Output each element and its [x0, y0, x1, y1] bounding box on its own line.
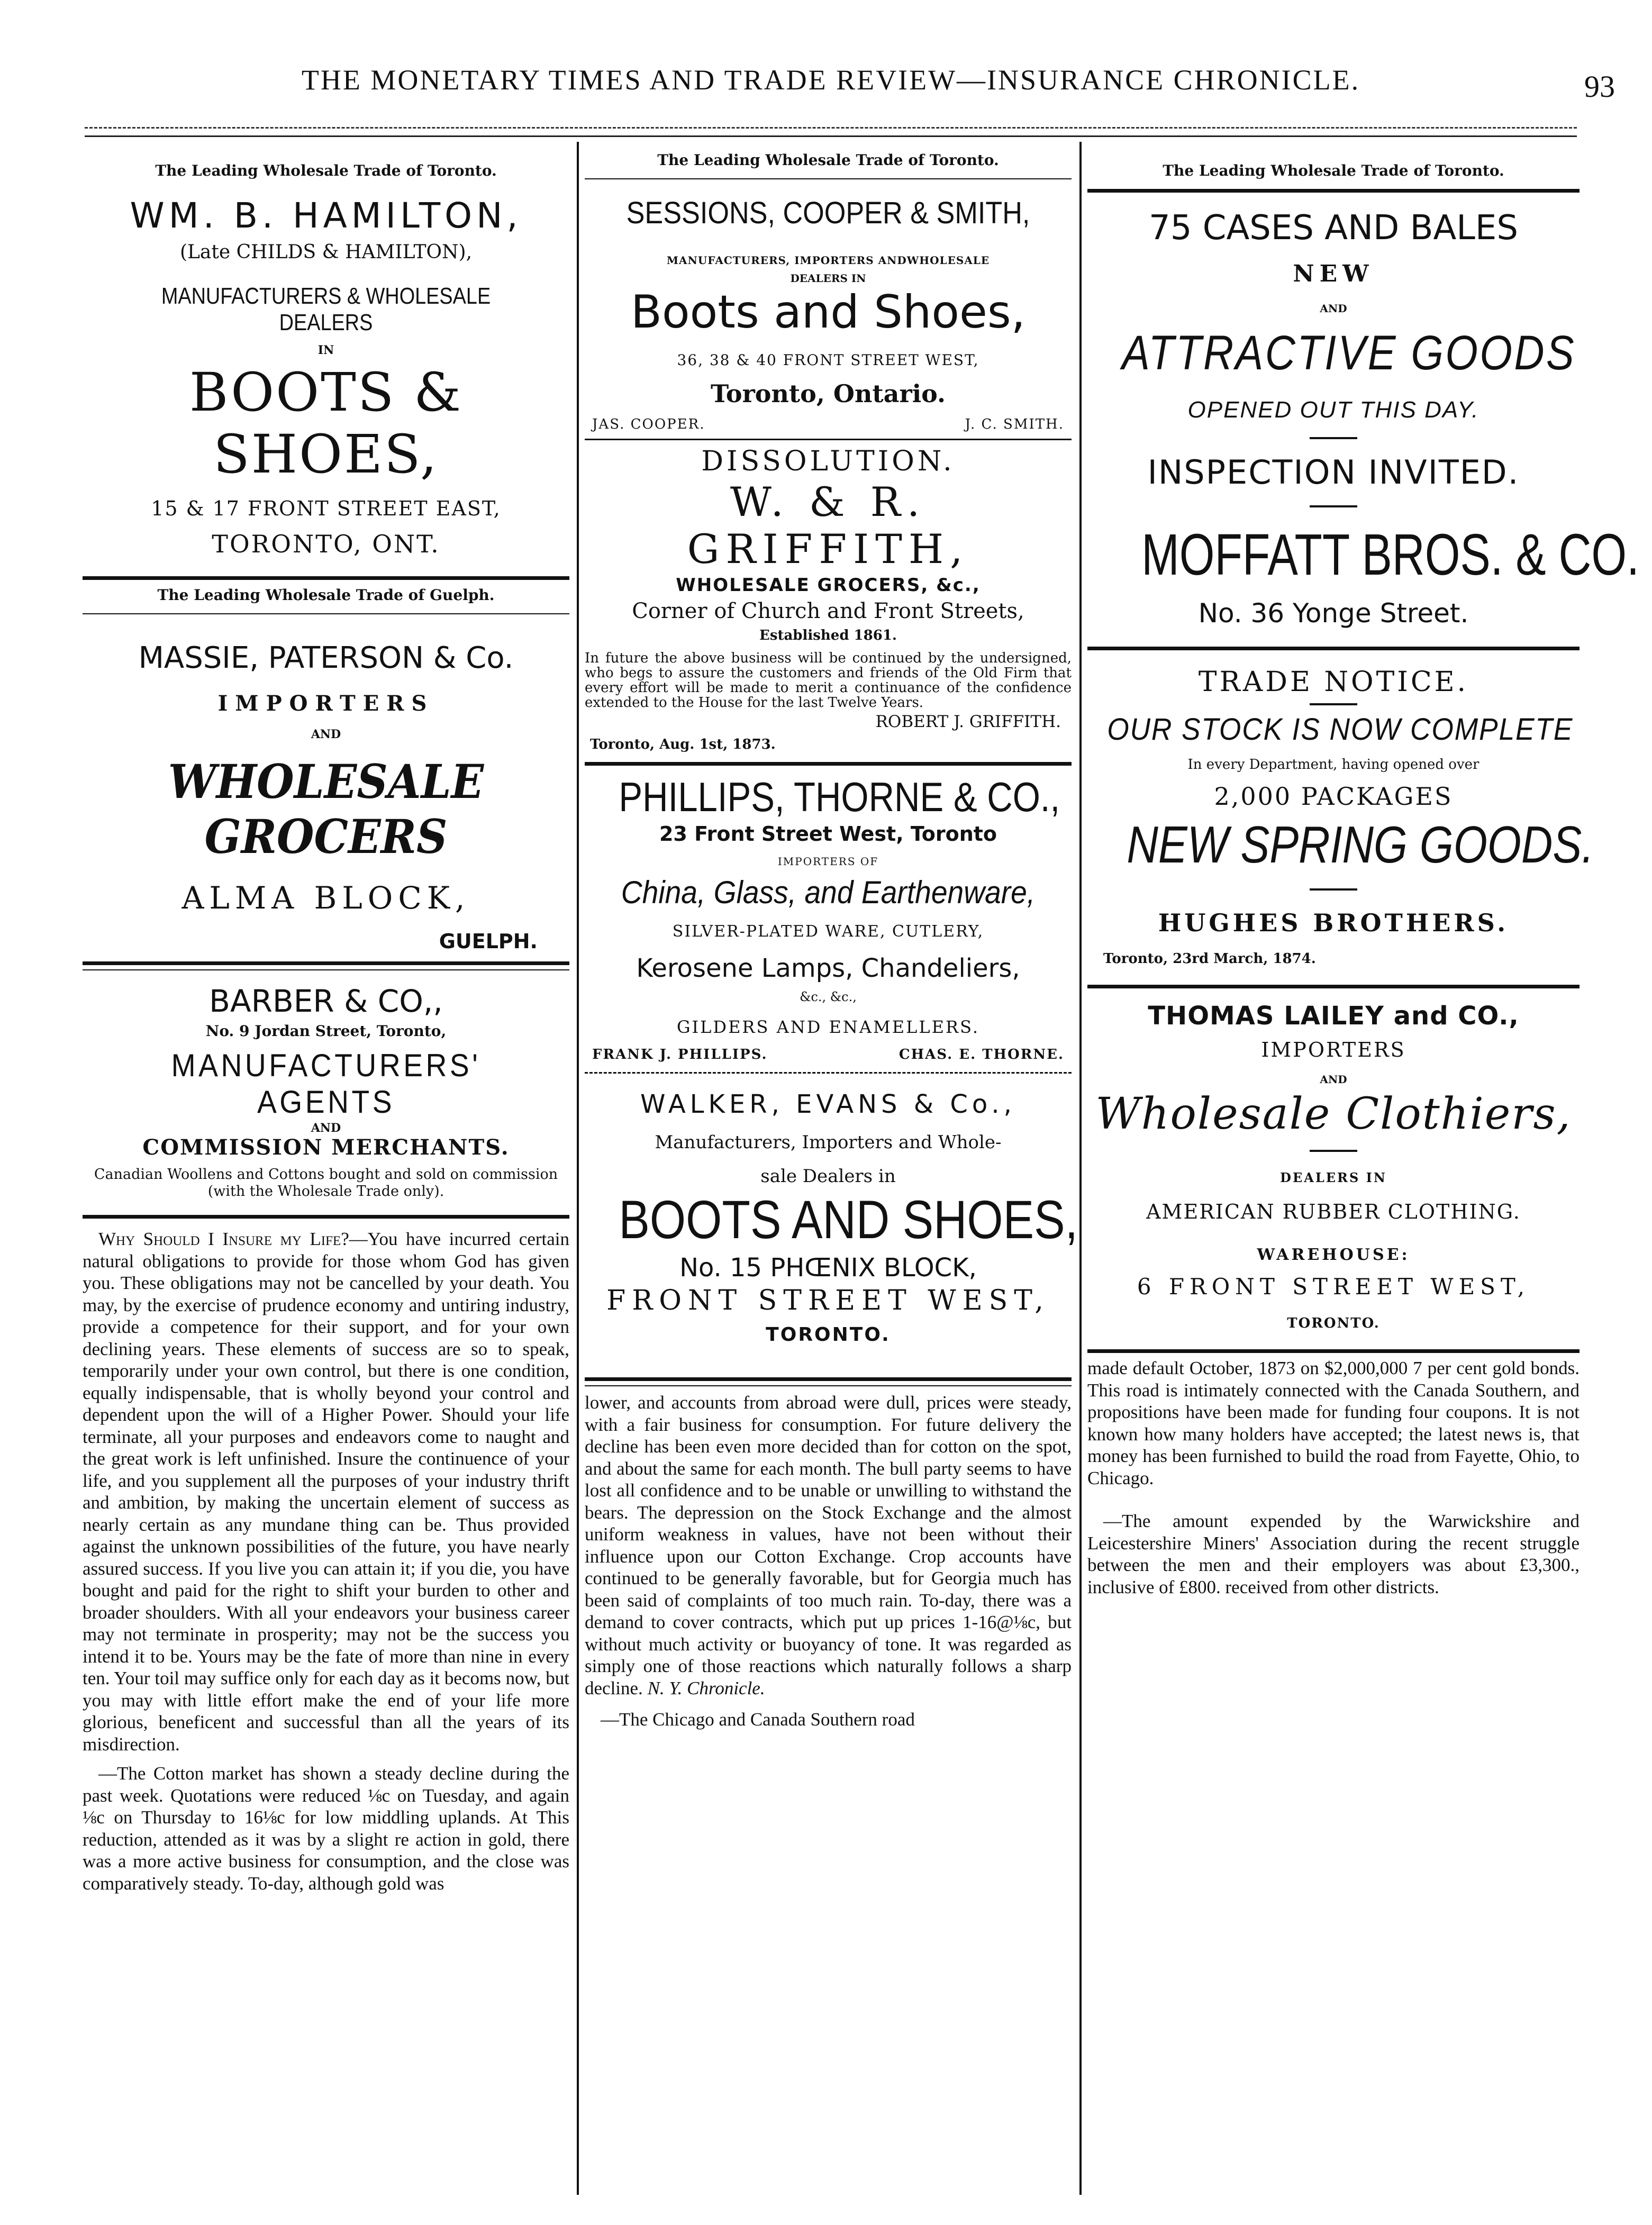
firm-city: TORONTO.: [1287, 1315, 1380, 1331]
page-number: 93: [1584, 69, 1615, 104]
firm-city: Toronto, Ontario.: [710, 379, 946, 408]
firm-line: sale Dealers in: [760, 1166, 896, 1187]
partner-name: CHAS. E. THORNE.: [898, 1047, 1064, 1062]
firm-name: MASSIE, PATERSON & Co.: [138, 641, 514, 675]
rule: [83, 613, 569, 614]
column-divider: [1079, 142, 1082, 2195]
firm-street: FRONT STREET WEST,: [606, 1285, 1050, 1316]
ad-line: 2,000 PACKAGES: [1214, 782, 1453, 811]
article-text: —The amount expended by the Warwickshire and Leicestershire Miners' Association during the recent struggle between the men and their employers was about £3,300., inclusive of £800. received from other districts.: [1087, 1511, 1580, 1597]
ad-line: OPENED OUT THIS DAY.: [1187, 397, 1479, 423]
firm-city: TORONTO.: [766, 1324, 891, 1346]
ad-and: AND: [1320, 302, 1347, 315]
ad-massie: [83, 586, 569, 970]
article-cotton-cont: [585, 1392, 1072, 1731]
ad-griffith: [585, 446, 1072, 766]
notice-text: In future the above business will be continued by the undersigned, who begs to assure the customers and friends of the Old Firm that every effort will be made to merit a continuance of the confidence extended to the House for the last Twelve Years.: [585, 650, 1072, 711]
firm-name: BARBER & CO,,: [209, 983, 443, 1019]
firm-block: ALMA BLOCK,: [181, 880, 470, 916]
firm-name: SESSIONS, COOPER & SMITH,: [626, 196, 1030, 230]
firm-address: No. 36 Yonge Street.: [1198, 598, 1469, 629]
rule: [585, 1385, 1072, 1386]
section-tag: The Leading Wholesale Trade of Toronto.: [1163, 162, 1504, 179]
ad-line: OUR STOCK IS NOW COMPLETE: [1107, 712, 1574, 747]
ad-product: NEW SPRING GOODS.: [1127, 815, 1594, 874]
firm-product: Wholesale Clothiers,: [1095, 1089, 1572, 1139]
ad-walker: [585, 1089, 1078, 1386]
firm-late: (Late CHILDS & HAMILTON),: [179, 241, 473, 263]
firm-city: GUELPH.: [439, 930, 538, 953]
rule: [1310, 703, 1357, 705]
firm-city: TORONTO, ONT.: [212, 530, 440, 558]
rule: [1310, 1150, 1357, 1152]
firm-line: AMERICAN RUBBER CLOTHING.: [1146, 1200, 1521, 1223]
firm-address: 6 FRONT STREET WEST,: [1137, 1274, 1530, 1300]
header-rule-solid: [85, 135, 1577, 137]
firm-product: BOOTS AND SHOES,: [619, 1189, 1078, 1250]
firm-line: GILDERS AND ENAMELLERS.: [676, 1017, 980, 1037]
rule: [585, 762, 1072, 766]
column-2: [585, 142, 1078, 1731]
rule: [585, 1377, 1072, 1381]
header-rule: [85, 127, 1577, 129]
firm-warehouse: WAREHOUSE:: [1257, 1246, 1410, 1264]
firm-desc: Canadian Woollens and Cottons bought and sold on commission (with the Wholesale Trade only).: [94, 1166, 558, 1200]
rule: [1310, 888, 1357, 891]
rule: [585, 1072, 1072, 1074]
firm-line: Manufacturers, Importers and Whole-: [655, 1132, 1002, 1153]
firm-name: WALKER, EVANS & Co.,: [640, 1089, 1016, 1119]
section-tag: The Leading Wholesale Trade of Toronto.: [657, 151, 999, 169]
firm-line: &c., &c.,: [800, 989, 857, 1004]
article-insure: [83, 1228, 569, 1894]
column-divider: [577, 142, 579, 2195]
article-chicago-cont: [1087, 1357, 1580, 1598]
ad-hughes: [1087, 666, 1594, 988]
ad-phillips: [585, 773, 1072, 1074]
section-tag: The Leading Wholesale Trade of Toronto.: [155, 162, 497, 179]
running-header: THE MONETARY TIMES AND TRADE REVIEW—INSURANCE CHRONICLE.: [301, 64, 1360, 96]
rule: [1087, 189, 1580, 193]
firm-address: No. 15 PHŒNIX BLOCK,: [679, 1253, 977, 1283]
column-3: [1087, 142, 1640, 1598]
firm-address: No. 9 Jordan Street, Toronto,: [205, 1022, 447, 1040]
rule: [585, 178, 1072, 179]
firm-name: HUGHES BROTHERS.: [1158, 909, 1509, 937]
firm-name: WM. B. HAMILTON,: [130, 195, 522, 236]
firm-name: THOMAS LAILEY and CO.,: [1148, 1001, 1519, 1031]
notice-signature: ROBERT J. GRIFFITH.: [875, 712, 1061, 731]
ad-line: INSPECTION INVITED.: [1147, 453, 1520, 492]
firm-and: AND: [1320, 1073, 1347, 1086]
ad-moffatt: [1087, 162, 1640, 650]
firm-address: 23 Front Street West, Toronto: [659, 822, 997, 846]
ad-product: ATTRACTIVE GOODS: [1122, 326, 1576, 380]
column-1: [83, 142, 569, 1894]
firm-product: BOOTS & SHOES,: [189, 361, 463, 485]
firm-and: AND: [311, 1121, 341, 1135]
notice-title: DISSOLUTION.: [701, 446, 955, 477]
firm-line: IMPORTERS: [217, 691, 434, 716]
firm-product: Boots and Shoes,: [631, 286, 1025, 339]
firm-name: W. & R. GRIFFITH,: [687, 478, 969, 573]
rule: [1087, 1349, 1580, 1353]
firm-line: DEALERS IN: [1280, 1170, 1387, 1185]
firm-line: COMMISSION MERCHANTS.: [142, 1135, 510, 1160]
article-heading: Why Should I Insure my Life?: [98, 1229, 349, 1249]
firm-line: MANUFACTURERS & WHOLESALE DEALERS: [161, 283, 491, 335]
rule: [83, 576, 569, 580]
rule: [1087, 647, 1580, 650]
section-tag: The Leading Wholesale Trade of Guelph.: [157, 586, 495, 604]
rule: [83, 969, 569, 970]
partner-name: JAS. COOPER.: [592, 416, 705, 432]
firm-line: IMPORTERS: [1261, 1038, 1406, 1061]
partner-name: J. C. SMITH.: [965, 416, 1064, 432]
firm-line: WHOLESALE GROCERS, &c.,: [676, 575, 981, 596]
article-text: —The Cotton market has shown a steady decline during the past week. Quotations were reduced ⅛c on Tuesday, and again ⅛c on Thursday to 16⅛c for low middling uplands. At This reduction, attended as it was by a slight re action in gold, there was a more active business for consumption, and the close was comparatively steady. To-day, although gold was: [83, 1763, 569, 1894]
firm-name: MOFFATT BROS. & CO.: [1141, 522, 1640, 587]
ad-new: NEW: [1293, 260, 1374, 287]
rule: [1087, 985, 1580, 988]
rule: [83, 961, 569, 965]
ad-barber: [83, 983, 569, 1219]
article-text: made default October, 1873 on $2,000,000 7 per cent gold bonds. This road is intimately connected with the Canada Southern, and propositions have been made for funding four coupons. It is not known how many holders have accepted; the latest news is, that money has been furnished to build the road from Fayette, Ohio, to Chicago.: [1087, 1358, 1580, 1488]
article-text: lower, and accounts from abroad were dull, prices were steady, with a fair business for consumption. For future delivery the decline has been even more decided than for cotton on the spot, and about the same for each month. The bull party seems to have lost all confidence and to be unable or unwilling to withstand the bears. The depression on the Stock Exchange and the almost uniform weakness in values, have not been without their influence upon our Cotton Exchange. Crop accounts have continued to be generally favorable, but for Georgia much has been said of complaints of too much rain. To-day, there was a demand to cover contracts, which put up prices 1-16@⅛c, but without much activity or buoyancy of tone. It was regarded as simply one of those reactions which naturally follows a sharp decline.: [585, 1392, 1072, 1699]
article-text: —You have incurred certain natural obligations to provide for those whom God has given you. These obligations may not be cancelled by your death. You may, by the exercise of prudence economy and untiring industry, provide a competence for their support, and for your own declining years. These elements of success are so to speak, temporarily under your own control, but there is one condition, equally indispensable, that is wholly beyond your control and dependent upon the will of a Higher Power. Should your life terminate, all your purposes and endeavors come to naught and the great work is left unfinished. Insure the continuence of your life, and you supplement all the purposes of your industry thrift and ambition, by making the uncertain element of success as nearly certain as any mundane thing can be. Thus provided against the unknown possibilities of the future, you have nearly assured success. If you live you can attain it; if you die, you have bought and paid for the right to shift your burden to other and broader shoulders. With all your endeavors your business career may not terminate in prosperity; may not be the success you intend it to be. Yours may be the fate of more than nine in every ten. Your toil may suffice only for each day as it becoms now, but you may with little effort make the end of your life more glorious, beneficent and successful than all the years of its misdirection.: [83, 1229, 570, 1755]
rule: [1310, 505, 1357, 507]
firm-line: SILVER-PLATED WARE, CUTLERY,: [672, 922, 984, 941]
firm-line: DEALERS IN: [790, 272, 866, 285]
firm-line: MANUFACTURERS, IMPORTERS ANDWHOLESALE: [666, 254, 990, 267]
firm-product: WHOLESALE GROCERS: [168, 754, 484, 864]
firm-line: MANUFACTURERS' AGENTS: [171, 1048, 481, 1120]
ad-lailey: [1087, 1001, 1580, 1353]
firm-line: IN: [317, 343, 334, 357]
notice-date: Toronto, 23rd March, 1874.: [1103, 951, 1316, 967]
ad-title: 75 CASES AND BALES: [1149, 208, 1518, 248]
article-text: —The Chicago and Canada Southern road: [601, 1709, 915, 1730]
ad-line: In every Department, having opened over: [1187, 757, 1479, 773]
firm-line: Kerosene Lamps, Chandeliers,: [636, 953, 1020, 983]
ad-sessions: [585, 151, 1072, 440]
firm-line: Corner of Church and Front Streets,: [632, 599, 1024, 623]
firm-address: 15 & 17 FRONT STREET EAST,: [151, 497, 501, 520]
rule: [585, 439, 1072, 440]
rule: [83, 1215, 569, 1219]
firm-est: Established 1861.: [759, 628, 897, 643]
firm-product: China, Glass, and Earthenware,: [621, 875, 1036, 910]
firm-address: 36, 38 & 40 FRONT STREET WEST,: [677, 351, 979, 369]
notice-date: Toronto, Aug. 1st, 1873.: [590, 737, 776, 752]
firm-line: IMPORTERS OF: [777, 855, 879, 868]
firm-and: AND: [311, 728, 341, 741]
notice-title: TRADE NOTICE.: [1198, 666, 1469, 698]
partner-name: FRANK J. PHILLIPS.: [592, 1047, 768, 1062]
ad-hamilton: [83, 162, 569, 580]
article-source: N. Y. Chronicle.: [647, 1677, 765, 1699]
firm-name: PHILLIPS, THORNE & CO.,: [619, 774, 1060, 820]
rule: [1310, 437, 1357, 439]
